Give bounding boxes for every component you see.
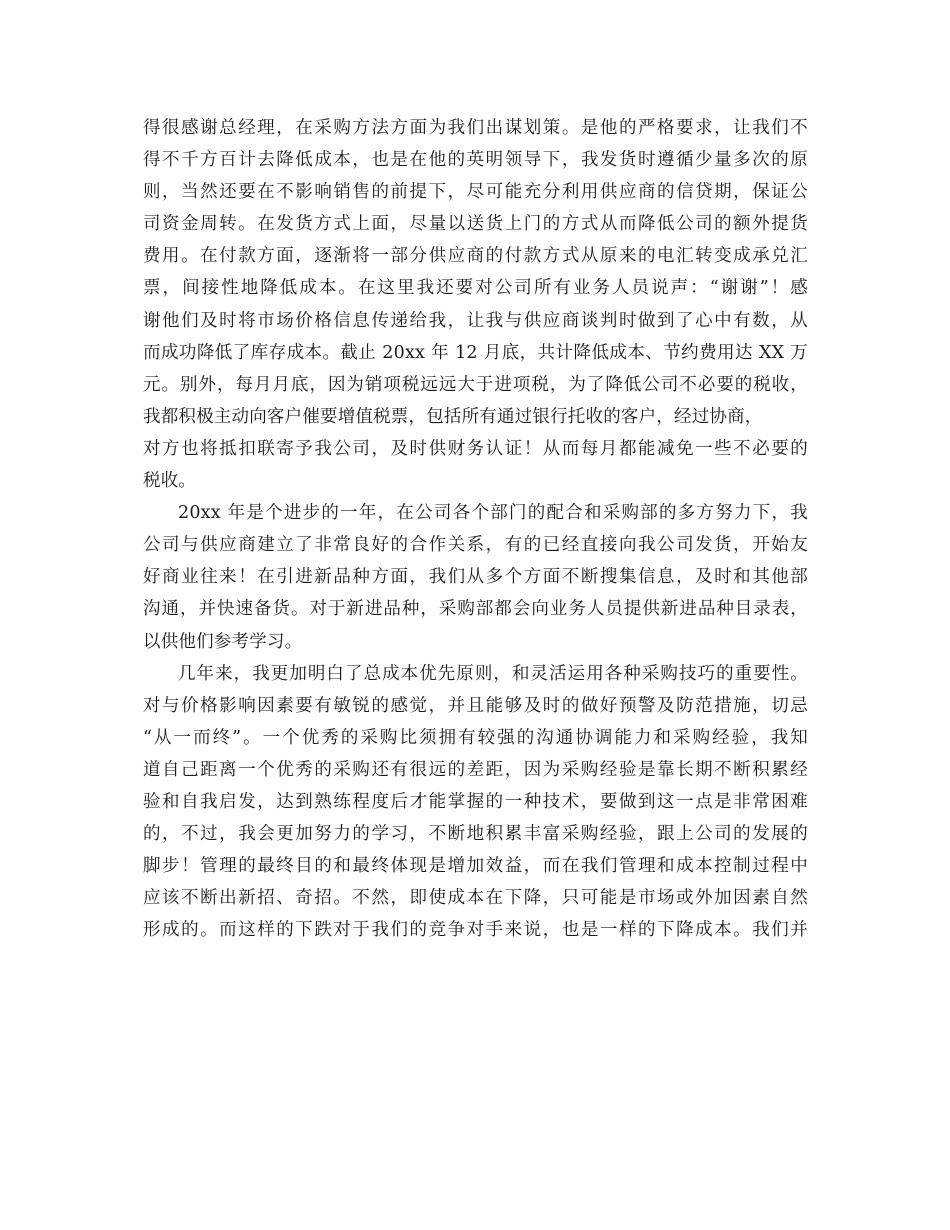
paragraph-line: 形成的。而这样的下跌对于我们的竞争对手来说，也是一样的下降成本。我们并 bbox=[143, 920, 808, 941]
paragraph-1 bbox=[143, 112, 808, 497]
paragraph-line: 好商业往来！在引进新品种方面，我们从多个方面不断搜集信息，及时和其他部 bbox=[143, 567, 808, 588]
paragraph-line: 道自己距离一个优秀的采购还有很远的差距，因为采购经验是靠长期不断积累经 bbox=[143, 759, 808, 780]
paragraph-line: 我都积极主动向客户催要增值税票，包括所有通过银行托收的客户，经过协商， bbox=[143, 406, 763, 427]
paragraph-line: 元。别外，每月月底，因为销项税远远大于进项税，为了降低公司不必要的税收， bbox=[143, 374, 808, 395]
paragraph-line: 得很感谢总经理，在采购方法方面为我们出谋划策。是他的严格要求，让我们不 bbox=[143, 118, 808, 138]
paragraph-line: 脚步！管理的最终目的和最终体现是增加效益，而在我们管理和成本控制过程中 bbox=[143, 856, 808, 877]
paragraph-line: 公司与供应商建立了非常良好的合作关系，有的已经直接向我公司发货，开始友 bbox=[143, 535, 808, 556]
document-body bbox=[143, 112, 808, 946]
paragraph-line: “从一而终”。一个优秀的采购比须拥有较强的沟通协调能力和采购经验，我知 bbox=[143, 727, 808, 748]
paragraph-line: 票，间接性地降低成本。在这里我还要对公司所有业务人员说声：“谢谢”！感 bbox=[143, 278, 808, 299]
paragraph-line: 费用。在付款方面，逐渐将一部分供应商的付款方式从原来的电汇转变成承兑汇 bbox=[143, 246, 808, 267]
paragraph-line: 应该不断出新招、奇招。不然，即使成本在下降，只可能是市场或外加因素自然 bbox=[143, 888, 808, 909]
paragraph-line: 司资金周转。在发货方式上面，尽量以送货上门的方式从而降低公司的额外提货 bbox=[143, 214, 808, 235]
paragraph-line: 的，不过，我会更加努力的学习，不断地积累丰富采购经验，跟上公司的发展的 bbox=[143, 824, 808, 845]
paragraph-line: 对与价格影响因素要有敏锐的感觉，并且能够及时的做好预警及防范措施，切忌 bbox=[143, 695, 808, 716]
paragraph-line: 以供他们参考学习。 bbox=[143, 631, 303, 652]
paragraph-2 bbox=[143, 497, 808, 657]
paragraph-line: 验和自我启发，达到熟练程度后才能掌握的一种技术，要做到这一点是非常困难 bbox=[143, 791, 808, 812]
paragraph-line: 得不千方百计去降低成本，也是在他的英明领导下，我发货时遵循少量多次的原 bbox=[143, 150, 808, 171]
paragraph-line: 几年来，我更加明白了总成本优先原则，和灵活运用各种采购技巧的重要性。 bbox=[178, 663, 808, 684]
paragraph-line: 税收。 bbox=[143, 471, 197, 492]
paragraph-line: 则，当然还要在不影响销售的前提下，尽可能充分利用供应商的信贷期，保证公 bbox=[143, 182, 808, 203]
paragraph-3 bbox=[143, 658, 808, 947]
paragraph-line: 沟通，并快速备货。对于新进品种，采购部都会向业务人员提供新进品种目录表， bbox=[143, 599, 808, 620]
paragraph-line: 对方也将抵扣联寄予我公司，及时供财务认证！从而每月都能减免一些不必要的 bbox=[143, 438, 808, 459]
paragraph-line: 而成功降低了库存成本。截止 20xx 年 12 月底，共计降低成本、节约费用达 XX 万 bbox=[143, 342, 808, 363]
paragraph-line: 20xx 年是个进步的一年，在公司各个部门的配合和采购部的多方努力下，我 bbox=[178, 503, 808, 524]
paragraph-line: 谢他们及时将市场价格信息传递给我，让我与供应商谈判时做到了心中有数，从 bbox=[143, 310, 808, 331]
